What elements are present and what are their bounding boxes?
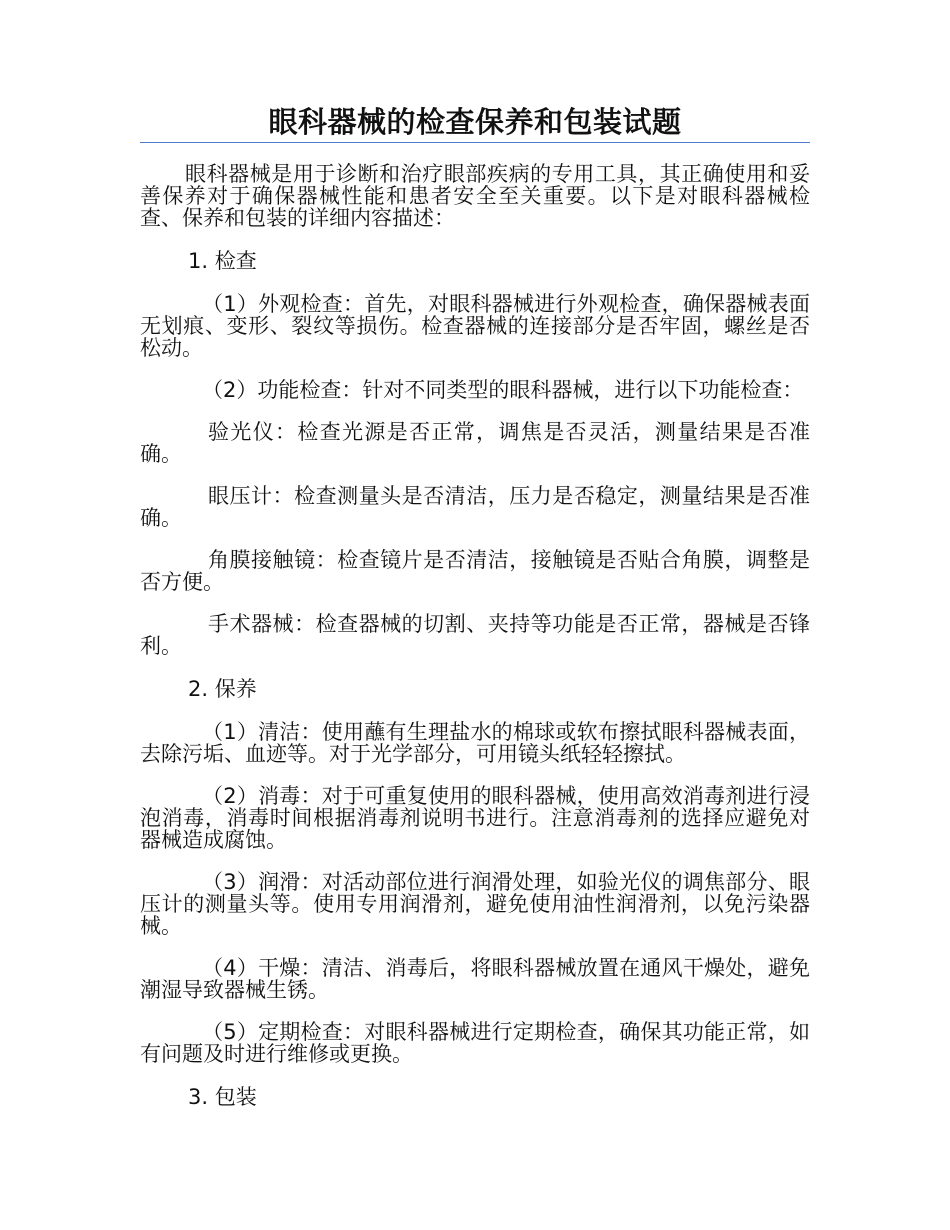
paragraph-lubrication: （3）润滑：对活动部位进行润滑处理，如验光仪的调焦部分、眼压计的测量头等。使用专用润滑剂，避免使用油性润滑剂，以免污染器械。 bbox=[140, 870, 810, 938]
section-heading-inspection: 1. 检查 bbox=[188, 249, 257, 273]
document-body bbox=[140, 104, 810, 1109]
paragraph-refractometer: 验光仪：检查光源是否正常，调焦是否灵活，测量结果是否准确。 bbox=[140, 420, 810, 466]
paragraph-regular-check: （5）定期检查：对眼科器械进行定期检查，确保其功能正常，如有问题及时进行维修或更换。 bbox=[140, 1020, 810, 1066]
section-heading-maintenance: 2. 保养 bbox=[188, 677, 257, 701]
section-heading-packaging: 3. 包装 bbox=[188, 1085, 257, 1109]
intro-paragraph: 眼科器械是用于诊断和治疗眼部疾病的专用工具，其正确使用和妥善保养对于确保器械性能和患者安全至关重要。以下是对眼科器械检查、保养和包装的详细内容描述： bbox=[140, 162, 810, 230]
paragraph-surgical-instruments: 手术器械：检查器械的切割、夹持等功能是否正常，器械是否锋利。 bbox=[140, 612, 810, 658]
paragraph-tonometer: 眼压计：检查测量头是否清洁，压力是否稳定，测量结果是否准确。 bbox=[140, 484, 810, 530]
document-title: 眼科器械的检查保养和包装试题 bbox=[140, 104, 810, 143]
paragraph-cleaning: （1）清洁：使用蘸有生理盐水的棉球或软布擦拭眼科器械表面，去除污垢、血迹等。对于光学部分，可用镜头纸轻轻擦拭。 bbox=[140, 720, 810, 766]
paragraph-drying: （4）干燥：清洁、消毒后，将眼科器械放置在通风干燥处，避免潮湿导致器械生锈。 bbox=[140, 956, 810, 1002]
paragraph-contact-lens: 角膜接触镜：检查镜片是否清洁，接触镜是否贴合角膜，调整是否方便。 bbox=[140, 548, 810, 594]
paragraph-disinfection: （2）消毒：对于可重复使用的眼科器械，使用高效消毒剂进行浸泡消毒，消毒时间根据消毒剂说明书进行。注意消毒剂的选择应避免对器械造成腐蚀。 bbox=[140, 784, 810, 852]
paragraph-function-check: （2）功能检查：针对不同类型的眼科器械，进行以下功能检查： bbox=[202, 378, 804, 402]
paragraph-appearance-check: （1）外观检查：首先，对眼科器械进行外观检查，确保器械表面无划痕、变形、裂纹等损伤。检查器械的连接部分是否牢固，螺丝是否松动。 bbox=[140, 292, 810, 360]
